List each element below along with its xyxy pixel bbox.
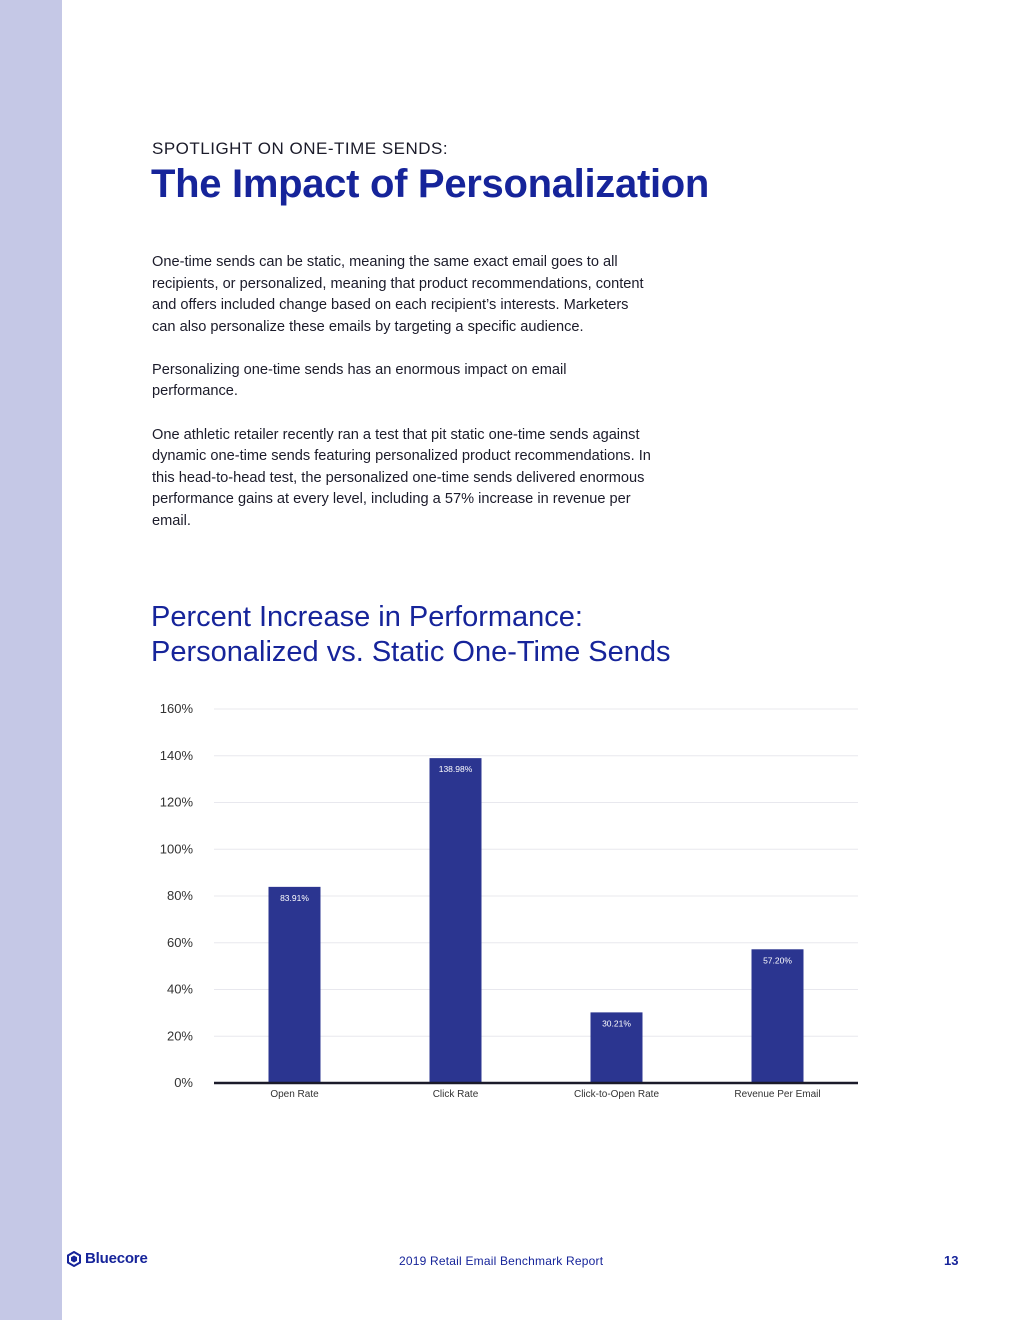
- y-tick-label: 0%: [174, 1075, 193, 1090]
- y-tick-label: 80%: [166, 888, 193, 903]
- data-label: 57.20%: [763, 955, 792, 966]
- section-eyebrow: SPOTLIGHT ON ONE-TIME SENDS:: [152, 139, 449, 158]
- y-tick-label: 100%: [159, 841, 193, 857]
- x-category-label: Click Rate: [432, 1089, 479, 1100]
- body-paragraph: Personalizing one-time sends has an enormous impact on email performance.: [152, 361, 567, 400]
- chart-heading-line-2: Personalized vs. Static One-Time Sends: [151, 636, 671, 668]
- chart-heading-line-1: Percent Increase in Performance:: [151, 601, 583, 633]
- data-label: 83.91%: [280, 892, 309, 903]
- logo-wordmark: Bluecore: [85, 1250, 148, 1267]
- bluecore-hexagon-logo-icon: [66, 1251, 82, 1267]
- body-paragraph: One-time sends can be static, meaning the same exact email goes to all recipients, or personalized, meaning that product recommendations, content and offers included change based on each recipient’s interests. Marketers can also personalize these emails by targeting a specific audience.: [152, 254, 644, 335]
- data-label: 30.21%: [602, 1018, 631, 1029]
- x-category-label: Revenue Per Email: [734, 1089, 821, 1100]
- x-category-label: Click-to-Open Rate: [573, 1089, 660, 1100]
- y-tick-label: 140%: [159, 747, 193, 763]
- y-tick-label: 40%: [166, 981, 193, 997]
- report-name: 2019 Retail Email Benchmark Report: [399, 1254, 604, 1268]
- page-title: The Impact of Personalization: [151, 162, 710, 206]
- chart-heading: [151, 600, 671, 670]
- x-category-label: Open Rate: [270, 1089, 319, 1100]
- y-tick-label: 120%: [159, 794, 193, 810]
- data-label: 138.98%: [438, 764, 473, 775]
- body-copy: [152, 252, 652, 554]
- body-paragraph: One athletic retailer recently ran a test that pit static one-time sends against dynamic one-time sends featuring personalized product recommendations. In this head-to-head test, the personalized one-time sends delivered enormous performance gains at every level, including a 57% increase in revenue per email.: [152, 426, 651, 529]
- bar-chart: [140, 690, 880, 1110]
- y-tick-label: 20%: [166, 1028, 193, 1044]
- bar: [269, 887, 321, 1083]
- y-tick-label: 60%: [166, 934, 193, 950]
- bluecore-logo: [66, 1250, 148, 1267]
- page-number: 13: [944, 1253, 959, 1268]
- y-tick-label: 160%: [159, 701, 193, 716]
- bar: [430, 758, 482, 1083]
- bar: [752, 949, 804, 1083]
- side-accent-band: [0, 0, 62, 1320]
